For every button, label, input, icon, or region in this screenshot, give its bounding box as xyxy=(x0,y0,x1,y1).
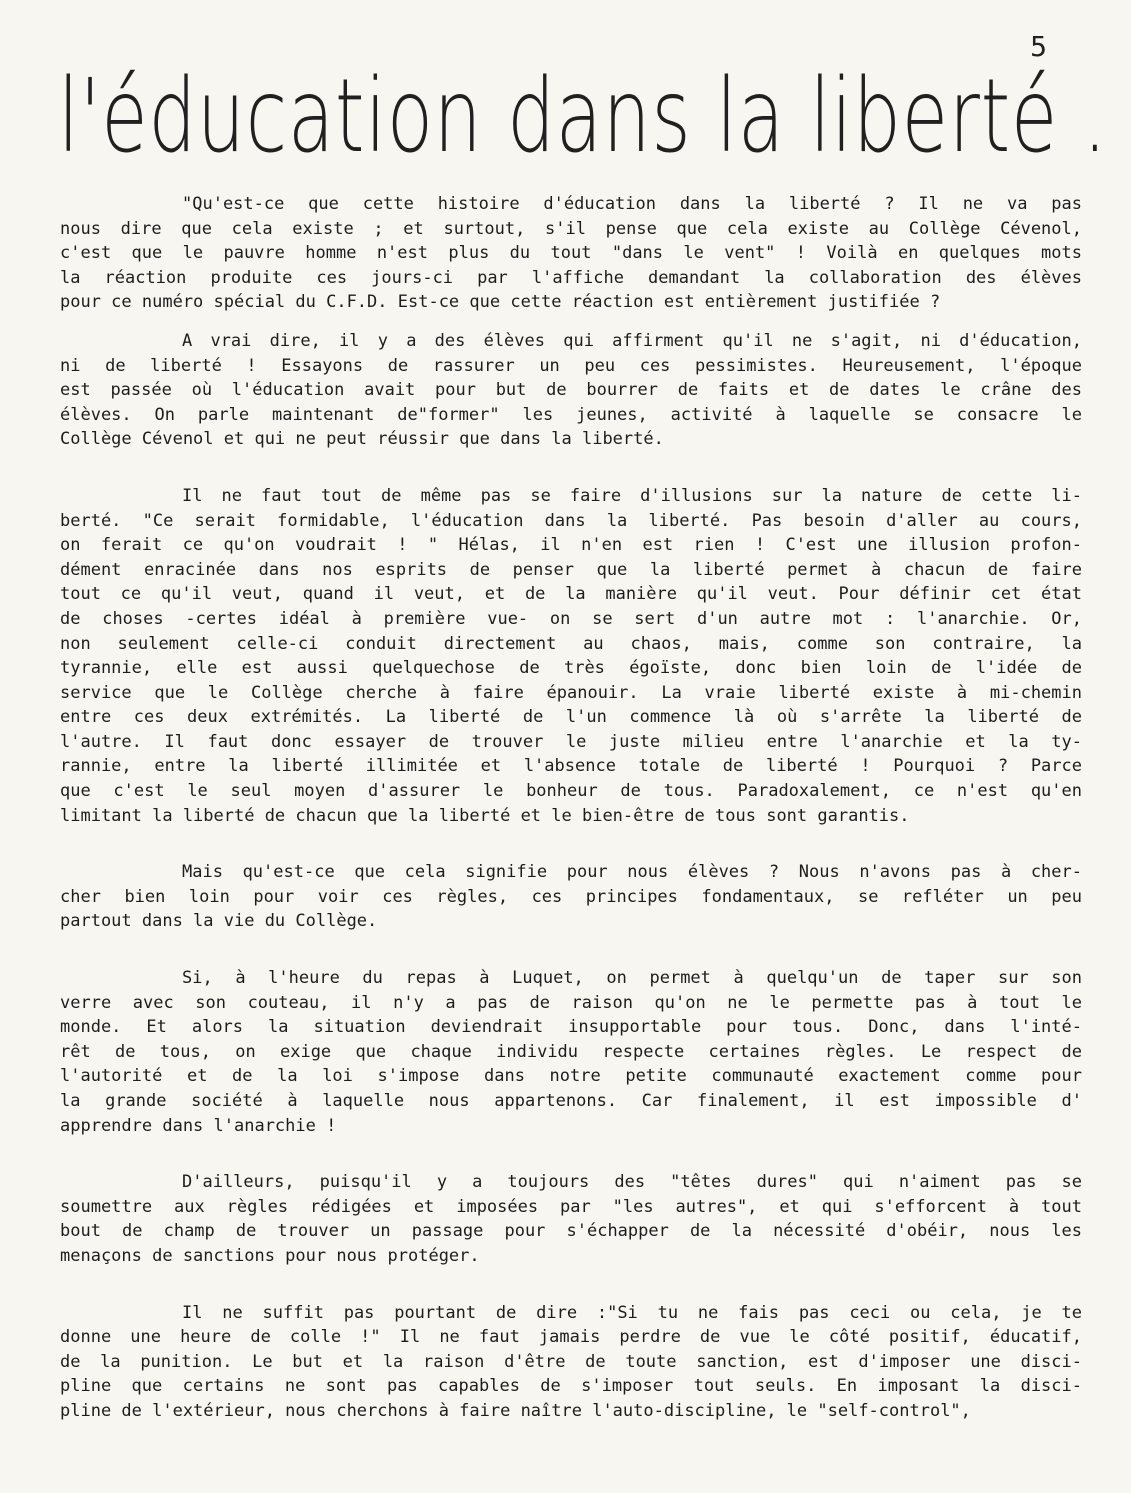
paragraph xyxy=(60,966,1082,1138)
paragraph xyxy=(60,329,1082,452)
text-line: service que le Collège cherche à faire épanouir. La vraie liberté existe à mi-chemin xyxy=(60,682,1082,703)
paragraph xyxy=(60,1170,1082,1268)
text-line: de la punition. Le but et la raison d'être de toute sanction, est d'imposer une disci- xyxy=(60,1351,1082,1372)
text-line: on ferait ce qu'on voudrait ! " Hélas, il n'en est rien ! C'est une illusion profon- xyxy=(60,535,1082,556)
text-line: D'ailleurs, puisqu'il y a toujours des "têtes dures" qui n'aiment pas se xyxy=(182,1172,1082,1193)
text-line: monde. Et alors la situation deviendrait insupportable pour tous. Donc, dans l'inté- xyxy=(60,1017,1082,1038)
text-line: Il ne suffit pas pourtant de dire :"Si tu ne fais pas ceci ou cela, je te xyxy=(182,1302,1082,1323)
text-line: limitant la liberté de chacun que la liberté et le bien-être de tous sont garantis. xyxy=(60,805,910,826)
text-line: Si, à l'heure du repas à Luquet, on permet à quelqu'un de taper sur son xyxy=(182,968,1082,989)
paragraph xyxy=(60,860,1082,934)
text-line: dément enracinée dans nos esprits de penser que la liberté permet à chacun de faire xyxy=(60,559,1082,580)
text-line: nous dire que cela existe ; et surtout, s'il pense que cela existe au Collège Cévenol, xyxy=(60,218,1082,239)
text-line: que c'est le seul moyen d'assurer le bonheur de tous. Paradoxalement, ce n'est qu'en xyxy=(60,781,1082,802)
text-line: entre ces deux extrémités. La liberté de l'un commence là où s'arrête la liberté de xyxy=(60,707,1082,728)
text-line: la réaction produite ces jours-ci par l'affiche demandant la collaboration des élèves xyxy=(60,267,1082,288)
text-line: partout dans la vie du Collège. xyxy=(60,911,378,932)
text-line: menaçons de sanctions pour nous protéger. xyxy=(60,1245,480,1266)
article-title: l'éducation dans la liberté . xyxy=(58,57,1108,176)
text-line: donne une heure de colle !" Il ne faut jamais perdre de vue le côté positif, éducatif, xyxy=(60,1327,1082,1348)
text-line: cher bien loin pour voir ces règles, ces principes fondamentaux, se refléter un peu xyxy=(60,886,1082,907)
text-line: rêt de tous, on exige que chaque individu respecte certaines règles. Le respect de xyxy=(60,1041,1082,1062)
text-line: non seulement celle-ci conduit directement au chaos, mais, comme son contraire, la xyxy=(60,633,1082,654)
text-line: est passée où l'éducation avait pour but de bourrer de faits et de dates le crâne des xyxy=(60,380,1082,401)
text-line: apprendre dans l'anarchie ! xyxy=(60,1115,337,1136)
text-line: Il ne faut tout de même pas se faire d'illusions sur la nature de cette li- xyxy=(182,485,1082,506)
text-line: rannie, entre la liberté illimitée et l'absence totale de liberté ! Pourquoi ? Parce xyxy=(60,756,1082,777)
text-line: bout de champ de trouver un passage pour s'échapper de la nécessité d'obéir, nous les xyxy=(60,1221,1082,1242)
text-line: élèves. On parle maintenant de"former" les jeunes, activité à laquelle se consacre le xyxy=(60,404,1082,425)
text-line: pline que certains ne sont pas capables de s'imposer tout seuls. En imposant la disci- xyxy=(60,1376,1082,1397)
text-line: Collège Cévenol et qui ne peut réussir que dans la liberté. xyxy=(60,429,664,450)
text-line: Mais qu'est-ce que cela signifie pour nous élèves ? Nous n'avons pas à cher- xyxy=(182,862,1082,883)
article-body xyxy=(60,192,1082,1438)
text-line: c'est que le pauvre homme n'est plus du tout "dans le vent" ! Voilà en quelques mots xyxy=(60,243,1082,264)
text-line: la grande société à laquelle nous appartenons. Car finalement, il est impossible d' xyxy=(60,1091,1082,1111)
text-line: pour ce numéro spécial du C.F.D. Est-ce que cette réaction est entièrement justifiée ? xyxy=(60,292,941,313)
text-line: l'autorité et de la loi s'impose dans notre petite communauté exactement comme pour xyxy=(60,1066,1082,1087)
text-line: de choses -certes idéal à première vue- on se sert d'un autre mot : l'anarchie. Or, xyxy=(60,608,1082,629)
text-line: "Qu'est-ce que cette histoire d'éducation dans la liberté ? Il ne va pas xyxy=(182,194,1082,214)
text-line: tout ce qu'il veut, quand il veut, et de la manière qu'il veut. Pour définir cet état xyxy=(60,584,1082,605)
text-line: verre avec son couteau, il n'y a pas de raison qu'on ne le permette pas à tout le xyxy=(60,992,1082,1013)
paragraph xyxy=(60,192,1082,315)
text-line: soumettre aux règles rédigées et imposées par "les autres", et qui s'efforcent à tout xyxy=(60,1196,1082,1217)
text-line: ni de liberté ! Essayons de rassurer un peu ces pessimistes. Heureusement, l'époque xyxy=(60,355,1082,376)
text-line: pline de l'extérieur, nous cherchons à faire naître l'auto-discipline, le "self-control", xyxy=(60,1400,971,1421)
text-line: l'autre. Il faut donc essayer de trouver le juste milieu entre l'anarchie et la ty- xyxy=(60,731,1082,752)
page-number: 5 xyxy=(1030,30,1047,63)
paragraph xyxy=(60,484,1082,828)
text-line: berté. "Ce serait formidable, l'éducation dans la liberté. Pas besoin d'aller au cours, xyxy=(60,510,1082,531)
text-line: A vrai dire, il y a des élèves qui affirment qu'il ne s'agit, ni d'éducation, xyxy=(182,330,1082,351)
paragraph xyxy=(60,1301,1082,1424)
text-line: tyrannie, elle est aussi quelquechose de très égoïste, donc bien loin de l'idée de xyxy=(60,658,1082,679)
